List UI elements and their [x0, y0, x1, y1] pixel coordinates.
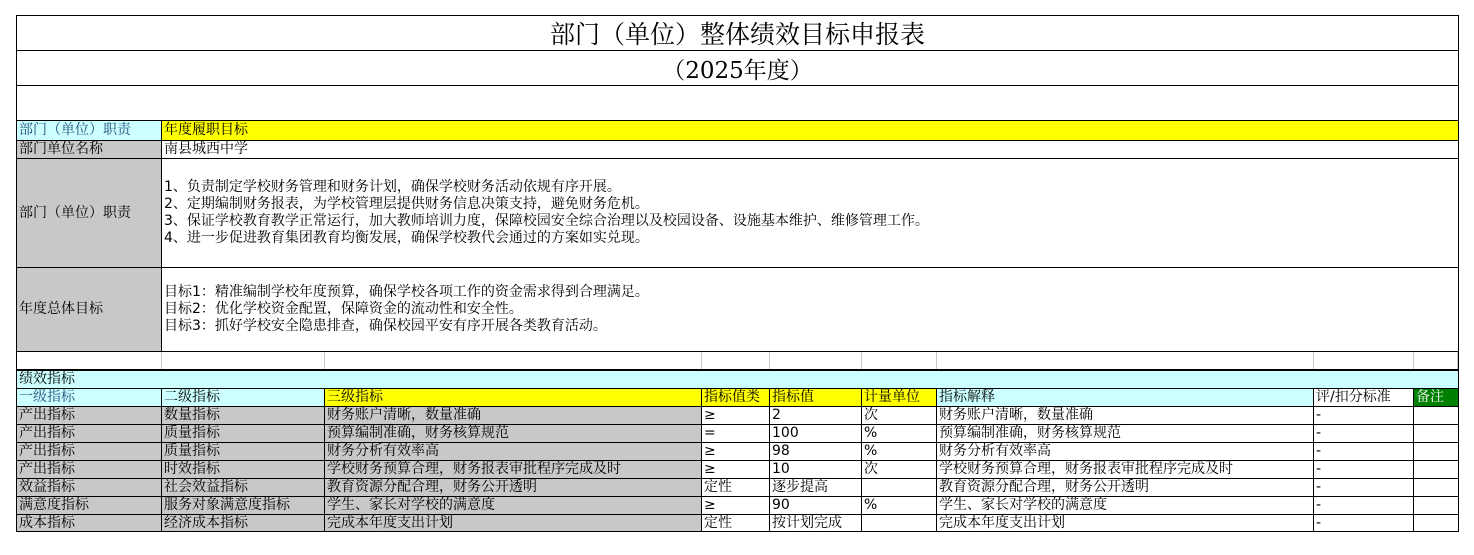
duty-content[interactable]	[162, 159, 1458, 267]
row-value[interactable]: 2	[770, 407, 862, 424]
indicator-row	[16, 407, 1459, 425]
row-level1[interactable]: 产出指标	[17, 407, 162, 424]
spacer-cell	[702, 352, 770, 369]
annual-goal-header-cell[interactable]: 年度履职目标	[162, 121, 1458, 140]
row-level2[interactable]: 数量指标	[162, 407, 325, 424]
row-value[interactable]: 98	[770, 443, 862, 460]
row-level1[interactable]: 产出指标	[17, 461, 162, 478]
header-scoring[interactable]: 评/扣分标准	[1314, 389, 1414, 406]
form-year: （2025年度）	[662, 57, 813, 84]
row-remark[interactable]	[1414, 515, 1458, 531]
row-level3[interactable]: 教育资源分配合理，财务公开透明	[325, 479, 702, 496]
overall-goal-content[interactable]	[162, 268, 1458, 351]
form-year-row	[16, 51, 1459, 86]
indicator-row	[16, 425, 1459, 443]
row-level3[interactable]: 学生、家长对学校的满意度	[325, 497, 702, 514]
overall-goal-row	[16, 268, 1459, 352]
header-level2[interactable]: 二级指标	[162, 389, 325, 406]
row-remark[interactable]	[1414, 443, 1458, 460]
row-value[interactable]: 10	[770, 461, 862, 478]
row-explanation[interactable]: 完成本年度支出计划	[937, 515, 1314, 531]
row-value[interactable]: 按计划完成	[770, 515, 862, 531]
row-value-type[interactable]: 定性	[702, 515, 770, 531]
row-unit[interactable]	[862, 515, 937, 531]
row-remark[interactable]	[1414, 461, 1458, 478]
duty-label[interactable]: 部门（单位）职责	[17, 159, 162, 267]
row-remark[interactable]	[1414, 425, 1458, 442]
header-level1[interactable]: 一级指标	[17, 389, 162, 406]
row-value[interactable]: 90	[770, 497, 862, 514]
duty-line: 2、定期编制财务报表，为学校管理层提供财务信息决策支持，避免财务危机。	[164, 196, 649, 212]
row-explanation[interactable]: 学校财务预算合理，财务报表审批程序完成及时	[937, 461, 1314, 478]
row-explanation[interactable]: 财务分析有效率高	[937, 443, 1314, 460]
row-explanation[interactable]: 教育资源分配合理，财务公开透明	[937, 479, 1314, 496]
row-unit[interactable]: 次	[862, 461, 937, 478]
row-value-type[interactable]: ≥	[702, 407, 770, 424]
unit-name-label[interactable]: 部门单位名称	[17, 141, 162, 158]
header-value[interactable]: 指标值	[770, 389, 862, 406]
row-remark[interactable]	[1414, 407, 1458, 424]
spacer-cell	[1314, 352, 1414, 369]
row-level3[interactable]: 学校财务预算合理，财务报表审批程序完成及时	[325, 461, 702, 478]
row-level2[interactable]: 质量指标	[162, 443, 325, 460]
indicator-row	[16, 461, 1459, 479]
row-unit[interactable]: %	[862, 443, 937, 460]
goal-line: 目标3：抓好学校安全隐患排查，确保校园平安有序开展各类教育活动。	[164, 318, 607, 334]
form-title: 部门（单位）整体绩效目标申报表	[549, 20, 925, 49]
row-value-type[interactable]: ≥	[702, 443, 770, 460]
form-title-row	[16, 15, 1459, 51]
header-explanation[interactable]: 指标解释	[937, 389, 1314, 406]
indicator-header-row	[16, 389, 1459, 407]
performance-form-sheet	[16, 15, 1459, 532]
spacer-cell	[862, 352, 937, 369]
header-remark[interactable]: 备注	[1414, 389, 1458, 406]
unit-name-value[interactable]: 南县城西中学	[164, 141, 248, 157]
duty-row	[16, 159, 1459, 268]
goal-line: 目标1：精准编制学校年度预算，确保学校各项工作的资金需求得到合理满足。	[164, 284, 649, 300]
performance-section-label[interactable]: 绩效指标	[17, 371, 1458, 388]
row-level2[interactable]: 经济成本指标	[162, 515, 325, 531]
indicator-row	[16, 479, 1459, 497]
spacer-cell	[1414, 352, 1458, 369]
row-level3[interactable]: 预算编制准确，财务核算规范	[325, 425, 702, 442]
row-scoring[interactable]: -	[1314, 407, 1414, 424]
header-value-type[interactable]: 指标值类	[702, 389, 770, 406]
row-level1[interactable]: 成本指标	[17, 515, 162, 531]
indicator-row	[16, 497, 1459, 515]
row-explanation[interactable]: 预算编制准确，财务核算规范	[937, 425, 1314, 442]
row-remark[interactable]	[1414, 479, 1458, 496]
header-unit[interactable]: 计量单位	[862, 389, 937, 406]
row-scoring[interactable]: -	[1314, 461, 1414, 478]
spacer-cell	[937, 352, 1314, 369]
row-level3[interactable]: 完成本年度支出计划	[325, 515, 702, 531]
row-value-type[interactable]: ≥	[702, 497, 770, 514]
row-explanation[interactable]: 财务账户清晰，数量准确	[937, 407, 1314, 424]
row-level3[interactable]: 财务账户清晰，数量准确	[325, 407, 702, 424]
row-level1[interactable]: 效益指标	[17, 479, 162, 496]
spacer-cell	[770, 352, 862, 369]
header-level3[interactable]: 三级指标	[325, 389, 702, 406]
spacer-cell	[325, 352, 702, 369]
row-value-type[interactable]: ≥	[702, 461, 770, 478]
row-level3[interactable]: 财务分析有效率高	[325, 443, 702, 460]
goal-line: 目标2：优化学校资金配置，保障资金的流动性和安全性。	[164, 301, 523, 317]
spacer-cell	[17, 352, 162, 369]
row-scoring[interactable]: -	[1314, 479, 1414, 496]
row-scoring[interactable]: -	[1314, 497, 1414, 514]
row-value[interactable]: 100	[770, 425, 862, 442]
row-unit[interactable]	[862, 479, 937, 496]
row-scoring[interactable]: -	[1314, 443, 1414, 460]
duty-line: 4、进一步促进教育集团教育均衡发展，确保学校教代会通过的方案如实兑现。	[164, 230, 649, 246]
row-value-type[interactable]: =	[702, 425, 770, 442]
row-unit[interactable]: %	[862, 497, 937, 514]
indicator-row	[16, 515, 1459, 532]
row-remark[interactable]	[1414, 497, 1458, 514]
row-level2[interactable]: 社会效益指标	[162, 479, 325, 496]
row-scoring[interactable]: -	[1314, 425, 1414, 442]
row-unit[interactable]: 次	[862, 407, 937, 424]
unit-name-row	[16, 141, 1459, 159]
spacer-row	[16, 352, 1459, 370]
row-level1[interactable]: 满意度指标	[17, 497, 162, 514]
row-level2[interactable]: 服务对象满意度指标	[162, 497, 325, 514]
row-value-type[interactable]: 定性	[702, 479, 770, 496]
indicator-row	[16, 443, 1459, 461]
duty-line: 1、负责制定学校财务管理和财务计划，确保学校财务活动依规有序开展。	[164, 179, 621, 195]
duty-header-cell[interactable]: 部门（单位）职责	[17, 121, 162, 140]
row-unit[interactable]: %	[862, 425, 937, 442]
row-explanation[interactable]: 学生、家长对学校的满意度	[937, 497, 1314, 514]
duty-line: 3、保证学校教育教学正常运行，加大教师培训力度，保障校园安全综合治理以及校园设备、设施基本维护、维修管理工作。	[164, 213, 929, 229]
row-level1[interactable]: 产出指标	[17, 443, 162, 460]
blank-row	[16, 86, 1459, 121]
info-header-row	[16, 121, 1459, 141]
row-scoring[interactable]: -	[1314, 515, 1414, 531]
row-level2[interactable]: 质量指标	[162, 425, 325, 442]
spacer-cell	[162, 352, 325, 369]
row-value[interactable]: 逐步提高	[770, 479, 862, 496]
row-level2[interactable]: 时效指标	[162, 461, 325, 478]
overall-goal-label[interactable]: 年度总体目标	[17, 268, 162, 351]
row-level1[interactable]: 产出指标	[17, 425, 162, 442]
performance-section-row	[16, 370, 1459, 389]
